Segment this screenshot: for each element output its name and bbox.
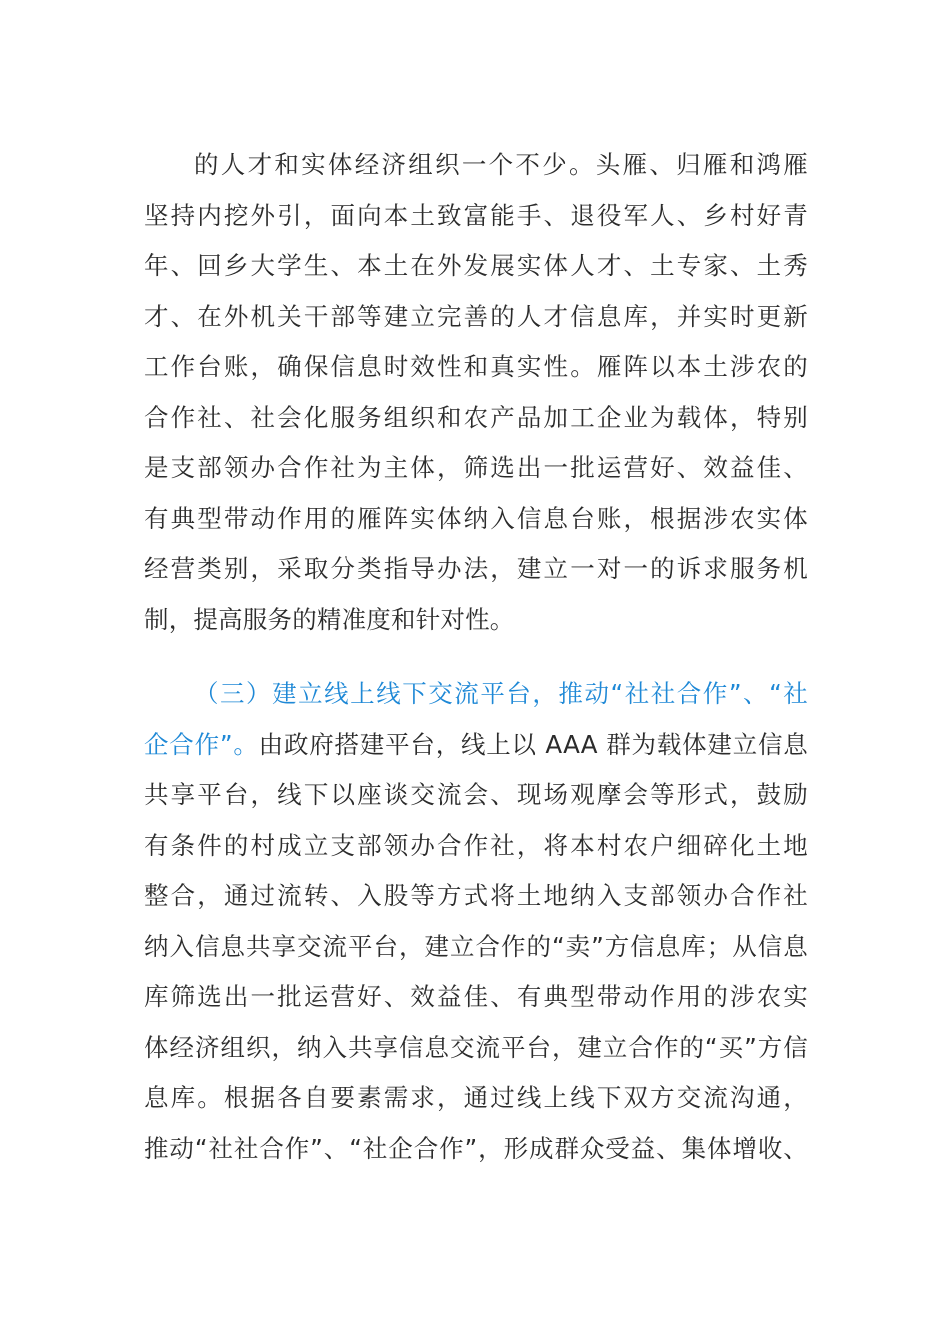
section-heading-continued: 企合作”。 [144, 729, 259, 759]
paragraph-line: 库筛选出一批运营好、效益佳、有典型带动作用的涉农实 [144, 982, 808, 1011]
paragraph-line [144, 720, 808, 771]
paragraph-line: 的人才和实体经济组织一个不少。头雁、归雁和鸿雁 [194, 150, 808, 179]
paragraph-line: 整合，通过流转、入股等方式将土地纳入支部领办合作社 [144, 881, 808, 910]
paragraph-line: 有条件的村成立支部领办合作社，将本村农户细碎化土地 [144, 830, 808, 860]
paragraph-line: 才、在外机关干部等建立完善的人才信息库，并实时更新 [144, 301, 808, 331]
paragraph-line: 制，提高服务的精准度和针对性。 [144, 604, 515, 634]
paragraph-line: 有典型带动作用的雁阵实体纳入信息台账，根据涉农实体 [144, 503, 808, 533]
paragraph-talent-database [144, 140, 808, 645]
paragraph-line: 年、回乡大学生、本土在外发展实体人才、土专家、土秀 [144, 251, 808, 280]
paragraph-line: 共享平台，线下以座谈交流会、现场观摩会等形式，鼓励 [144, 780, 808, 809]
paragraph-line: 是支部领办合作社为主体，筛选出一批运营好、效益佳、 [144, 453, 808, 482]
paragraph-exchange-platform [144, 669, 808, 1174]
paragraph-line: 合作社、社会化服务组织和农产品加工企业为载体，特别 [144, 402, 808, 432]
paragraph-line: 息库。根据各自要素需求，通过线上线下双方交流沟通， [144, 1083, 808, 1112]
paragraph-line: 推动“社社合作”、“社企合作”，形成群众受益、集体增收、 [144, 1133, 808, 1163]
paragraph-line: 纳入信息共享交流平台，建立合作的“卖”方信息库；从信息 [144, 931, 808, 961]
paragraph-line: 工作台账，确保信息时效性和真实性。雁阵以本土涉农的 [144, 352, 808, 381]
paragraph-line: 坚持内挖外引，面向本土致富能手、退役军人、乡村好青 [144, 200, 808, 230]
section-heading: （三）建立线上线下交流平台，推动“社社合作”、“社 [194, 679, 808, 708]
paragraph-line-text: 由政府搭建平台，线上以 AAA 群为载体建立信息 [258, 729, 808, 759]
paragraph-line: 体经济组织，纳入共享信息交流平台，建立合作的“买”方信 [144, 1032, 808, 1062]
paragraph-line: 经营类别，采取分类指导办法，建立一对一的诉求服务机 [144, 554, 808, 583]
